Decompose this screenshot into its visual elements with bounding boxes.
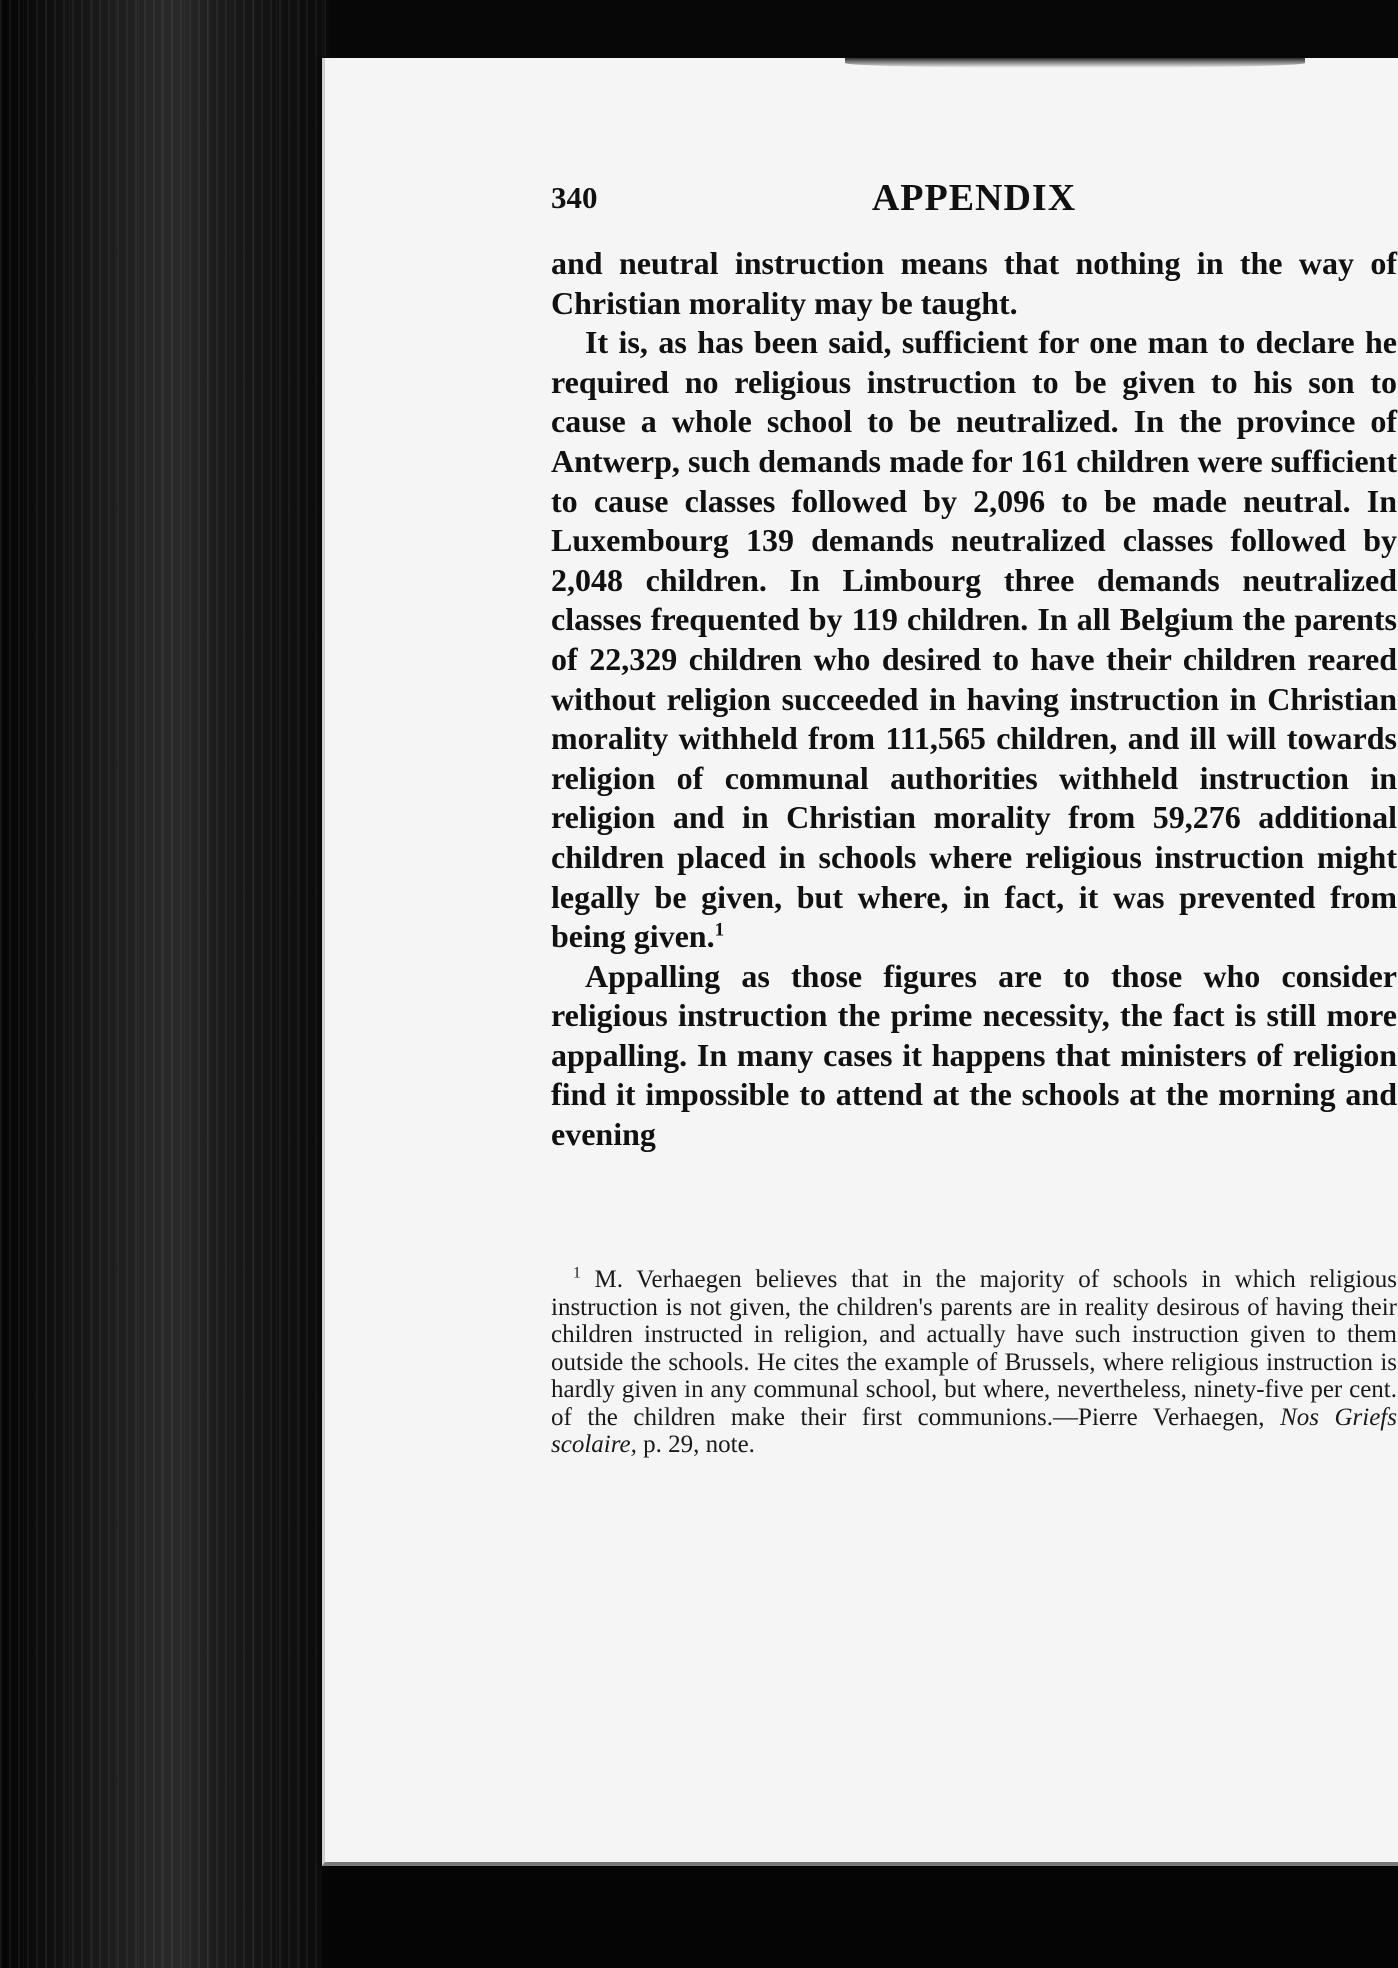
- book-page: [322, 58, 1398, 1866]
- footnote-text: M. Verhaegen believes that in the majority of schools in which religious instruction is not given, the children's parents are in reality desirous of having their children instructed in religion, and actually have such instruction given to them outside the schools. He cites the example of Brussels, where religious instruction is hardly given in any communal school, but where, nevertheless, ninety-five per cent. of the children make their first communions.—Pierre Verhaegen,: [551, 1266, 1397, 1431]
- page-header: [551, 176, 1397, 236]
- footnote-reference: 1: [714, 919, 725, 941]
- footnote-citation-end: p. 29, note.: [636, 1431, 755, 1458]
- paragraph: [551, 323, 1397, 957]
- paragraph-text: It is, as has been said, sufficient for one man to declare he required no religious instruction to be given to his son to cause a whole school to be neutralized. In the province of Antwerp, such demands made for 161 children were sufficient to cause classes followed by 2,096 to be made neutral. In Luxembourg 139 demands neutralized classes followed by 2,048 children. In Limbourg three demands neutralized classes frequented by 119 children. In all Belgium the parents of 22,329 children who desired to have their children reared without religion succeeded in having instruction in Christian morality withheld from 111,565 children, and ill will towards religion of communal authorities withheld instruction in religion and in Christian morality from 59,276 additional children placed in schools where religious instruction might legally be given, but where, in fact, it was prevented from being given.: [551, 324, 1397, 955]
- body-text: [551, 244, 1397, 1155]
- book-spine: [0, 0, 330, 1968]
- paragraph: Appalling as those figures are to those who consider religious instruction the prime necessity, the fact is still more appalling. In many cases it happens that ministers of religion find it impossible to attend at the schools at the morning and evening: [551, 957, 1397, 1153]
- footnote-block: [551, 1266, 1397, 1459]
- running-head: APPENDIX: [871, 177, 1077, 219]
- scan-smudge: [845, 58, 1305, 68]
- cited-title: Nos Griefs scolaire,: [551, 1403, 1397, 1458]
- scan-bottom-margin: [322, 1866, 1398, 1968]
- paragraph-continued: and neutral instruction means that nothing in the way of Christian morality may be taught.: [551, 245, 1397, 321]
- footnote: [551, 1266, 1397, 1459]
- footnote-marker: 1: [573, 1264, 581, 1282]
- page-number: 340: [551, 180, 598, 215]
